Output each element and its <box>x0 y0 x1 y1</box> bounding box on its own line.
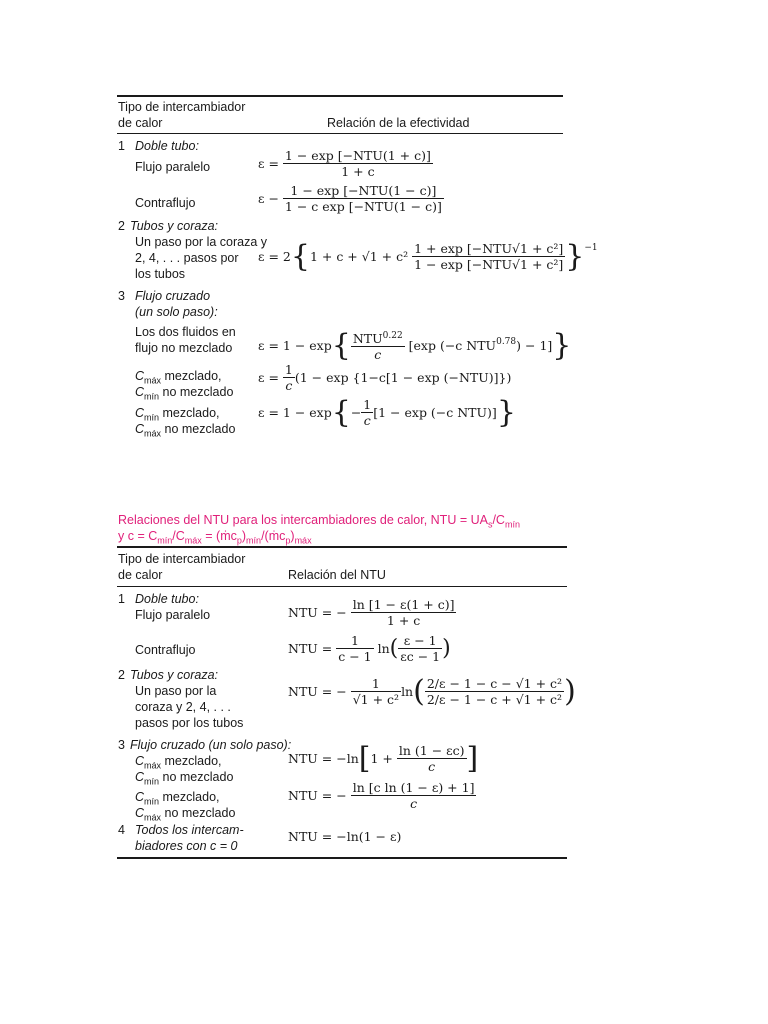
table1-eq4: ε = 1 − exp{ $\frac{NTU^{0.22}}{c}$ [exp (−c $NTU^{0.78}) - 1$]} <box>258 328 572 364</box>
table1-row3-line1: Un paso por la coraza y <box>135 235 268 249</box>
table2-row3-num: 2 <box>118 668 125 682</box>
table2-eq2: NTU = $\frac{1}{c - 1}$ ln( $\frac{\varepsilon - 1}{\varepsilon c - 1}$ ) <box>288 633 451 664</box>
table2-row6-line2: $C_{máx}$ no mezclado <box>135 806 236 823</box>
table2-row3-title: Tubos y coraza: <box>130 668 219 682</box>
table2-row7-line1: Todos los intercam- <box>135 823 244 837</box>
table2-row4-title: Flujo cruzado (un solo paso): <box>130 738 292 752</box>
table1-header-col1-line1: Tipo de intercambiador <box>118 100 246 114</box>
table1-row7-line1: $C_{mín}$ mezclado, <box>135 406 220 423</box>
table2-header-col1-line2: de calor <box>118 568 163 582</box>
table1-row3-line3: los tubos <box>135 267 186 281</box>
table1-row6-line2: $C_{mín}$ no mezclado <box>135 385 234 402</box>
table1-row5-line2: flujo no mezclado <box>135 341 233 355</box>
table1-eq2: ε − $\frac{\text{1 − exp [−NTU(1 − c)]}}{\text{1 − c exp [−NTU(1 − c)]}}$ <box>258 183 442 214</box>
table2-row4-num: 3 <box>118 738 125 752</box>
table1-row1-title: Doble tubo: <box>135 139 199 153</box>
table2-eq4: NTU = −ln[1 + $\frac{\ln (1 - \varepsilon c)}{c}$ ] <box>288 741 479 776</box>
table2-header-rule <box>117 586 567 587</box>
table2-row1-num: 1 <box>118 592 125 606</box>
table1-row7-line2: $C_{máx}$ no mezclado <box>135 422 236 439</box>
table1-row4-num: 3 <box>118 289 125 303</box>
table2-row3-line3: pasos por los tubos <box>135 716 244 730</box>
table2-row2-sub: Contraflujo <box>135 643 196 657</box>
table2-row3-line1: Un paso por la <box>135 684 217 698</box>
table2-caption-line1: Relaciones del NTU para los intercambiadores de calor, NTU = $UA_s/C_{mín}$ <box>118 513 520 530</box>
table1-row3-num: 2 <box>118 219 125 233</box>
table2-row5-line2: $C_{mín}$ no mezclado <box>135 770 234 787</box>
table2-eq5: NTU = − $\frac{\text{ln [c ln (1 − ε) + 1]}}{c}$ <box>288 780 475 811</box>
table1-row4-title2: (un solo paso): <box>135 305 218 319</box>
table2-eq6: NTU = −ln(1 − ε) <box>288 829 402 844</box>
table1-row5-line1: Los dos fluidos en <box>135 325 236 339</box>
table2-eq3: NTU = − $\frac{1}{\text{√1 + c²}}$ ln( $\frac{\text{2/ε − 1 − c − √1 + c²}}{\text{2/ε − 1 − c + √1 + c²}}$ ) <box>288 674 576 709</box>
table2-eq1: NTU = − $\frac{\ln [1 - \varepsilon(1 + c)]}{1 + c}$ <box>288 597 455 628</box>
table2-row1-sub: Flujo paralelo <box>135 608 211 622</box>
table1-header-col2: Relación de la efectividad <box>327 116 470 130</box>
table1-row1-num: 1 <box>118 139 125 153</box>
table2-row1-title: Doble tubo: <box>135 592 199 606</box>
table1-row3-title: Tubos y coraza: <box>130 219 219 233</box>
table1-top-rule <box>117 95 563 97</box>
table2-row5-line1: $C_{máx}$ mezclado, <box>135 754 222 771</box>
table2-caption-line2: y $c = C_{mín}/C_{máx}$ = $(ṁc_p)_{mín}/(ṁc_p)_{máx}$ <box>118 529 312 546</box>
table1-eq5: ε = $\frac{1}{c}$ (1 − exp {1−c[1 − exp (−NTU)]}) <box>258 362 512 393</box>
table1-eq1: ε = $\frac{\text{1 − exp [−NTU(1 + c)]}}{1 + c}$ <box>258 148 431 179</box>
table2-header-col2: Relación del NTU <box>288 568 386 582</box>
table1-eq6: ε = 1 − exp{− $\frac{1}{c}$ [1 − exp (−c NTU)]} <box>258 395 516 430</box>
table2-row3-line2: coraza y 2, 4, . . . <box>135 700 231 714</box>
table1-row1-sub: Flujo paralelo <box>135 160 211 174</box>
table1-row4-title: Flujo cruzado <box>135 289 211 303</box>
table2-row7-num: 4 <box>118 823 125 837</box>
table1-row6-line1: $C_{máx}$ mezclado, <box>135 369 222 386</box>
table2-row7-line2: biadores con c = 0 <box>135 839 238 853</box>
table2-bottom-rule <box>117 857 567 859</box>
table1-row3-line2: 2, 4, . . . pasos por <box>135 251 239 265</box>
table1-eq3: ε = 2{1 + c + √1 + c² $\frac{\text{1 + exp [−NTU√1 + c²]}}{\text{1 − exp [−NTU√1 + c²]}}$ }$^{-1}$ <box>258 239 598 274</box>
table2-row6-line1: $C_{mín}$ mezclado, <box>135 790 220 807</box>
table1-row2-sub: Contraflujo <box>135 196 196 210</box>
table2-top-rule <box>117 546 567 548</box>
table1-header-col1-line2: de calor <box>118 116 163 130</box>
table2-header-col1-line1: Tipo de intercambiador <box>118 552 246 566</box>
table1-header-rule <box>117 133 563 134</box>
